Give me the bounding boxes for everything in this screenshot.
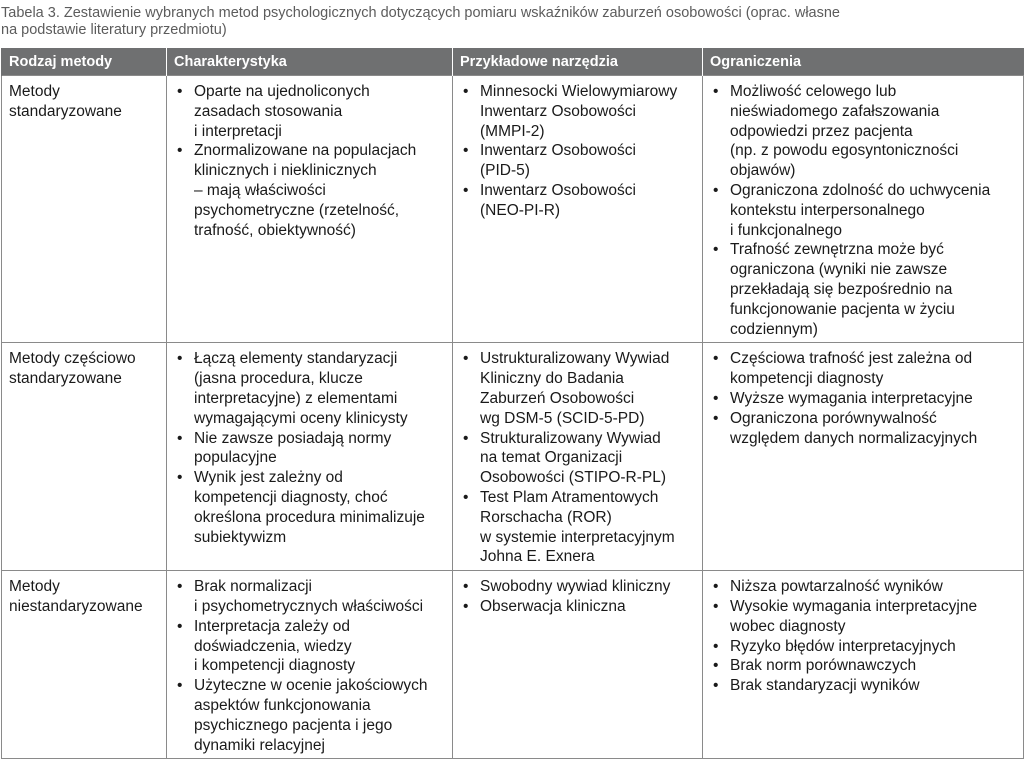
list-item: • Interpretacja zależy od doświadczenia, wiedzy i kompetencji diagnosty bbox=[174, 617, 445, 676]
method-name: Metody standaryzowane bbox=[2, 76, 167, 343]
table-row bbox=[2, 76, 1024, 343]
tools-cell bbox=[453, 343, 703, 571]
header-method-type: Rodzaj metody bbox=[2, 48, 167, 76]
characteristics-cell bbox=[167, 76, 453, 343]
list-item: • Oparte na ujednoliconych zasadach stosowania i interpretacji bbox=[174, 82, 445, 141]
list-item: • Częściowa trafność jest zależna od kompetencji diagnosty bbox=[710, 349, 1016, 389]
list-item: • Znormalizowane na populacjach klinicznych i nieklinicznych – mają właściwości psychometryczne (rzetelność, trafność, obiektywność) bbox=[174, 141, 445, 240]
list-item: • Ryzyko błędów interpretacyjnych bbox=[710, 637, 1016, 657]
list-item: • Wysokie wymagania interpretacyjne wobec diagnosty bbox=[710, 597, 1016, 637]
list-item: • Nie zawsze posiadają normy populacyjne bbox=[174, 429, 445, 469]
limitations-cell bbox=[703, 343, 1024, 571]
methods-table bbox=[1, 48, 1024, 759]
list-item: • Łączą elementy standaryzacji (jasna procedura, klucze interpretacyjne) z elementami wymagającymi oceny klinicysty bbox=[174, 349, 445, 428]
table-row bbox=[2, 571, 1024, 759]
header-example-tools: Przykładowe narzędzia bbox=[453, 48, 703, 76]
list-item: • Ograniczona zdolność do uchwycenia kontekstu interpersonalnego i funkcjonalnego bbox=[710, 181, 1016, 240]
method-name: Metody niestandaryzowane bbox=[2, 571, 167, 759]
list-item: • Swobodny wywiad kliniczny bbox=[460, 577, 695, 597]
list-item: • Trafność zewnętrzna może być ograniczona (wyniki nie zawsze przekładają się bezpośrednio na funkcjonowanie pacjenta w życiu codziennym) bbox=[710, 240, 1016, 339]
list-item: • Minnesocki Wielowymiarowy Inwentarz Osobowości (MMPI-2) bbox=[460, 82, 695, 141]
list-item: • Brak norm porównawczych bbox=[710, 656, 1016, 676]
characteristics-cell bbox=[167, 571, 453, 759]
tools-cell bbox=[453, 571, 703, 759]
method-name: Metody częściowo standaryzowane bbox=[2, 343, 167, 571]
list-item: • Niższa powtarzalność wyników bbox=[710, 577, 1016, 597]
limitations-cell bbox=[703, 76, 1024, 343]
list-item: • Wyższe wymagania interpretacyjne bbox=[710, 389, 1016, 409]
tools-cell bbox=[453, 76, 703, 343]
table-row bbox=[2, 343, 1024, 571]
list-item: • Użyteczne w ocenie jakościowych aspektów funkcjonowania psychicznego pacjenta i jego dynamiki relacyjnej bbox=[174, 676, 445, 755]
characteristics-cell bbox=[167, 343, 453, 571]
table-caption: Tabela 3. Zestawienie wybranych metod psychologicznych dotyczących pomiaru wskaźników zaburzeń osobowości (oprac. własne na podstawie literatury przedmiotu) bbox=[1, 5, 840, 38]
list-item: • Możliwość celowego lub nieświadomego zafałszowania odpowiedzi przez pacjenta (np. z powodu egosyntoniczności objawów) bbox=[710, 82, 1016, 181]
list-item: • Brak normalizacji i psychometrycznych właściwości bbox=[174, 577, 445, 617]
list-item: • Wynik jest zależny od kompetencji diagnosty, choć określona procedura minimalizuje subiektywizm bbox=[174, 468, 445, 547]
header-characteristics: Charakterystyka bbox=[167, 48, 453, 76]
list-item: • Inwentarz Osobowości (PID-5) bbox=[460, 141, 695, 181]
list-item: • Ograniczona porównywalność względem danych normalizacyjnych bbox=[710, 409, 1016, 449]
header-limitations: Ograniczenia bbox=[703, 48, 1024, 76]
list-item: • Test Plam Atramentowych Rorschacha (ROR) w systemie interpretacyjnym Johna E. Exnera bbox=[460, 488, 695, 567]
list-item: • Brak standaryzacji wyników bbox=[710, 676, 1016, 696]
list-item: • Obserwacja kliniczna bbox=[460, 597, 695, 617]
list-item: • Inwentarz Osobowości (NEO-PI-R) bbox=[460, 181, 695, 221]
list-item: • Strukturalizowany Wywiad na temat Organizacji Osobowości (STIPO-R-PL) bbox=[460, 429, 695, 488]
list-item: • Ustrukturalizowany Wywiad Kliniczny do Badania Zaburzeń Osobowości wg DSM-5 (SCID-5-PD) bbox=[460, 349, 695, 428]
table-header-row bbox=[2, 48, 1024, 76]
limitations-cell bbox=[703, 571, 1024, 759]
